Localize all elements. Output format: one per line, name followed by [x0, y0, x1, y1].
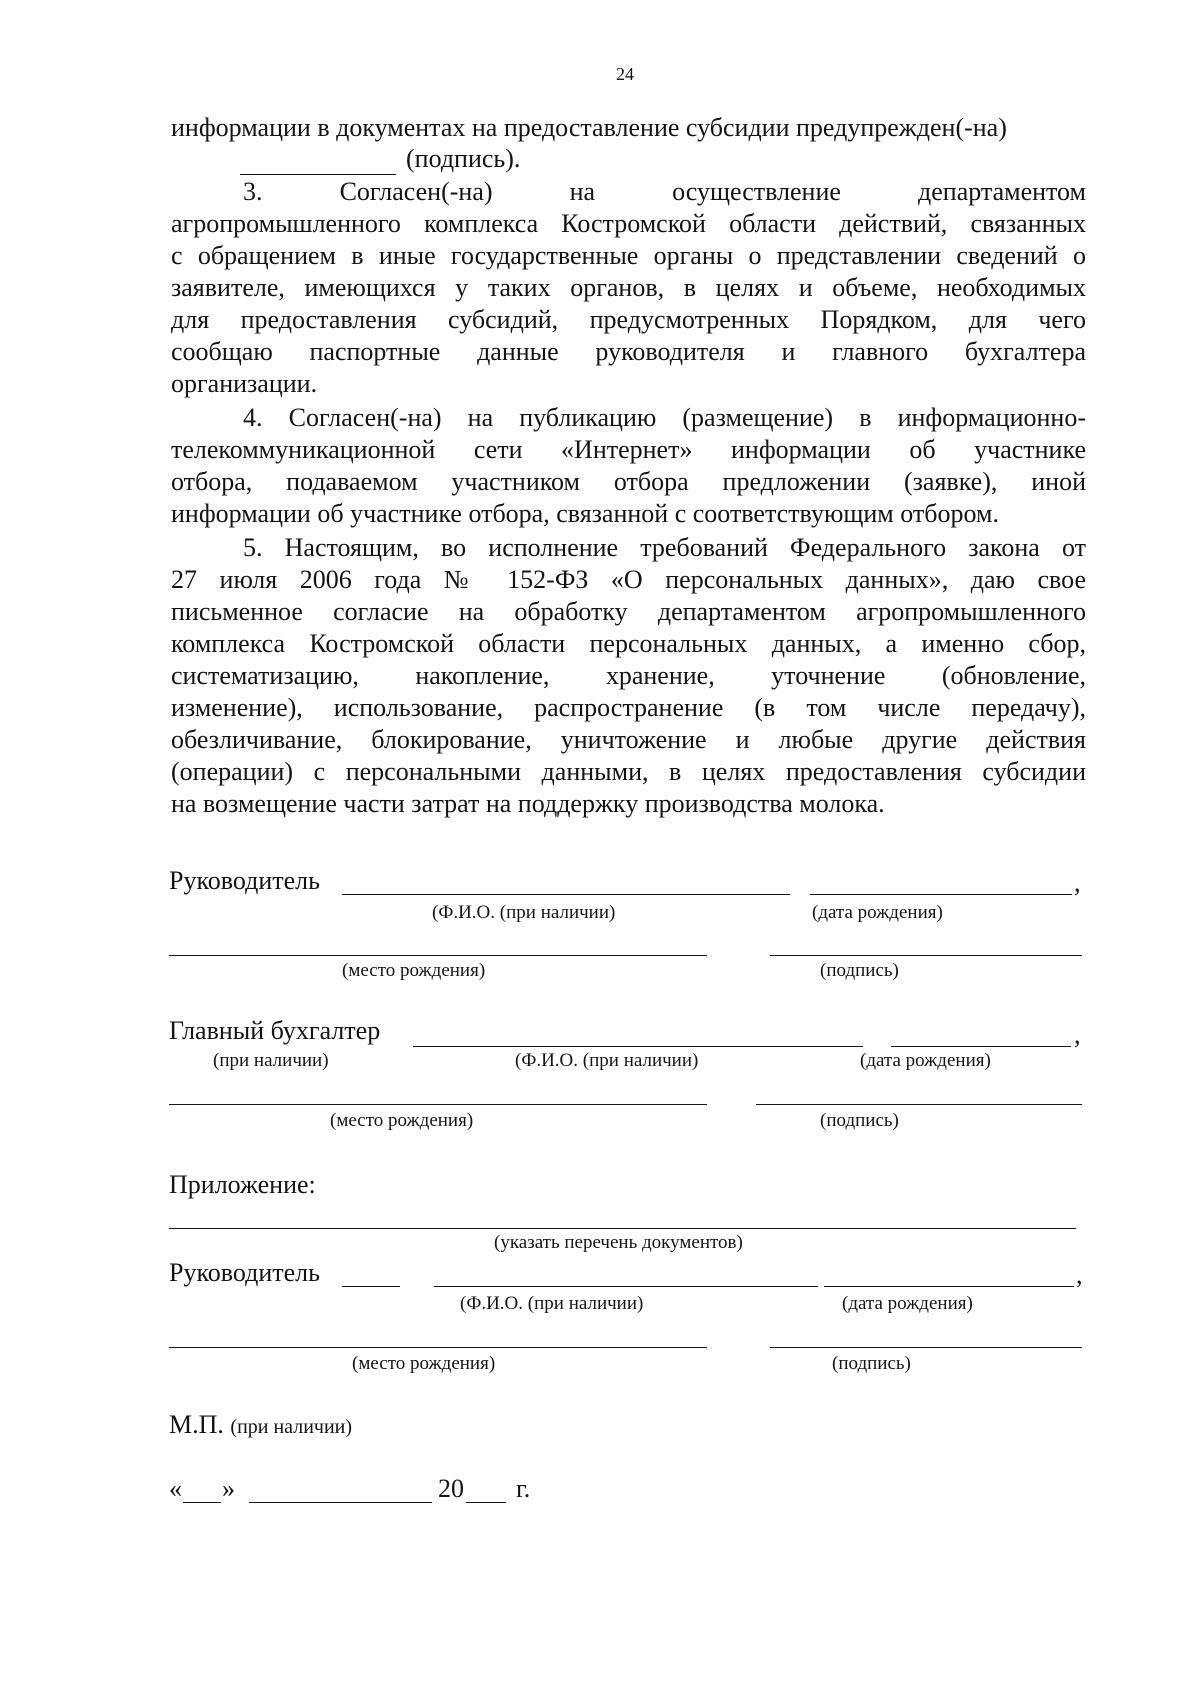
attachment-field[interactable] [169, 1228, 1076, 1229]
attachment-caption: (указать перечень документов) [494, 1232, 743, 1253]
paragraph-line: комплекса Костромской области персональных данных, а именно сбор, [171, 629, 1086, 658]
page-number: 24 [616, 64, 634, 84]
director-fio-field[interactable] [342, 894, 790, 895]
director-dob-field[interactable] [810, 894, 1072, 895]
sign-caption: (подпись) [832, 1353, 911, 1374]
director-pob-field[interactable] [169, 1347, 707, 1348]
paragraph-line: телекоммуникационной сети «Интернет» информации об участнике [171, 435, 1086, 464]
paragraph-line: для предоставления субсидий, предусмотренных Порядком, для чего [171, 305, 1086, 334]
paragraph-line: изменение), использование, распространение (в том числе передачу), [171, 693, 1086, 722]
director-short-field[interactable] [342, 1286, 400, 1287]
sub-caption: (при наличии) [213, 1050, 329, 1071]
paragraph-line: заявителе, имеющихся у таких органов, в целях и объеме, необходимых [171, 273, 1086, 302]
paragraph-line: отбора, подаваемом участником отбора предложении (заявке), иной [171, 467, 1086, 496]
dob-caption: (дата рождения) [860, 1050, 991, 1071]
close-quote: » [222, 1474, 235, 1503]
comma: , [1074, 1020, 1081, 1049]
director-sign-field[interactable] [770, 955, 1082, 956]
paragraph-line: с обращением в иные государственные органы о представлении сведений о [171, 241, 1086, 270]
paragraph-line: обезличивание, блокирование, уничтожение и любые другие действия [171, 725, 1086, 754]
year-suffix: г. [516, 1474, 531, 1503]
paragraph-line: 3. Согласен(-на) на осуществление департаментом [243, 177, 1086, 206]
month-field[interactable] [249, 1502, 432, 1503]
paragraph-line: письменное согласие на обработку департаментом агропромышленного [171, 597, 1086, 626]
year-prefix: 20 [438, 1474, 464, 1503]
paragraph-line: 4. Согласен(-на) на публикацию (размещение) в информационно- [243, 403, 1086, 432]
pob-caption: (место рождения) [342, 960, 486, 981]
director-label: Руководитель [169, 866, 320, 895]
stamp-row [169, 1410, 352, 1440]
signature-note: (подпись). [406, 144, 521, 173]
attachment-label: Приложение: [169, 1170, 316, 1199]
accountant-pob-field[interactable] [169, 1104, 707, 1105]
director-sign-field[interactable] [770, 1347, 1082, 1348]
director-pob-field[interactable] [169, 955, 707, 956]
accountant-sign-field[interactable] [756, 1104, 1082, 1105]
director-dob-field[interactable] [824, 1286, 1074, 1287]
paragraph-line: агропромышленного комплекса Костромской области действий, связанных [171, 209, 1086, 238]
paragraph-line: 27 июля 2006 года № 152-ФЗ «О персональных данных», даю свое [171, 565, 1086, 594]
paragraph-line: систематизацию, накопление, хранение, уточнение (обновление, [171, 661, 1086, 690]
comma: , [1076, 1260, 1083, 1289]
sign-caption: (подпись) [820, 960, 899, 981]
fio-caption: (Ф.И.О. (при наличии) [432, 902, 616, 923]
director-label: Руководитель [169, 1258, 320, 1287]
director-fio-field[interactable] [434, 1286, 818, 1287]
accountant-dob-field[interactable] [891, 1046, 1071, 1047]
accountant-label: Главный бухгалтер [169, 1016, 381, 1045]
sign-caption: (подпись) [820, 1110, 899, 1131]
stamp-note: (при наличии) [230, 1416, 353, 1438]
paragraph-line: организации. [171, 369, 318, 398]
paragraph-continuation: информации в документах на предоставление субсидии предупрежден(-на) [171, 113, 1007, 142]
dob-caption: (дата рождения) [812, 902, 943, 923]
day-field[interactable] [183, 1502, 221, 1503]
fio-caption: (Ф.И.О. (при наличии) [460, 1293, 644, 1314]
comma: , [1074, 868, 1081, 897]
signature-line[interactable] [240, 174, 396, 175]
paragraph-line: сообщаю паспортные данные руководителя и главного бухгалтера [171, 337, 1086, 366]
open-quote: « [169, 1474, 182, 1503]
fio-caption: (Ф.И.О. (при наличии) [515, 1050, 699, 1071]
paragraph-line: 5. Настоящим, во исполнение требований Федерального закона от [243, 533, 1086, 562]
paragraph-line: (операции) с персональными данными, в целях предоставления субсидии [171, 757, 1086, 786]
pob-caption: (место рождения) [330, 1110, 474, 1131]
paragraph-line: информации об участнике отбора, связанной с соответствующим отбором. [171, 499, 999, 528]
dob-caption: (дата рождения) [842, 1293, 973, 1314]
accountant-fio-field[interactable] [413, 1046, 863, 1047]
pob-caption: (место рождения) [352, 1353, 496, 1374]
year-field[interactable] [466, 1502, 506, 1503]
paragraph-line: на возмещение части затрат на поддержку производства молока. [171, 789, 885, 818]
stamp-label: М.П. [169, 1410, 224, 1439]
